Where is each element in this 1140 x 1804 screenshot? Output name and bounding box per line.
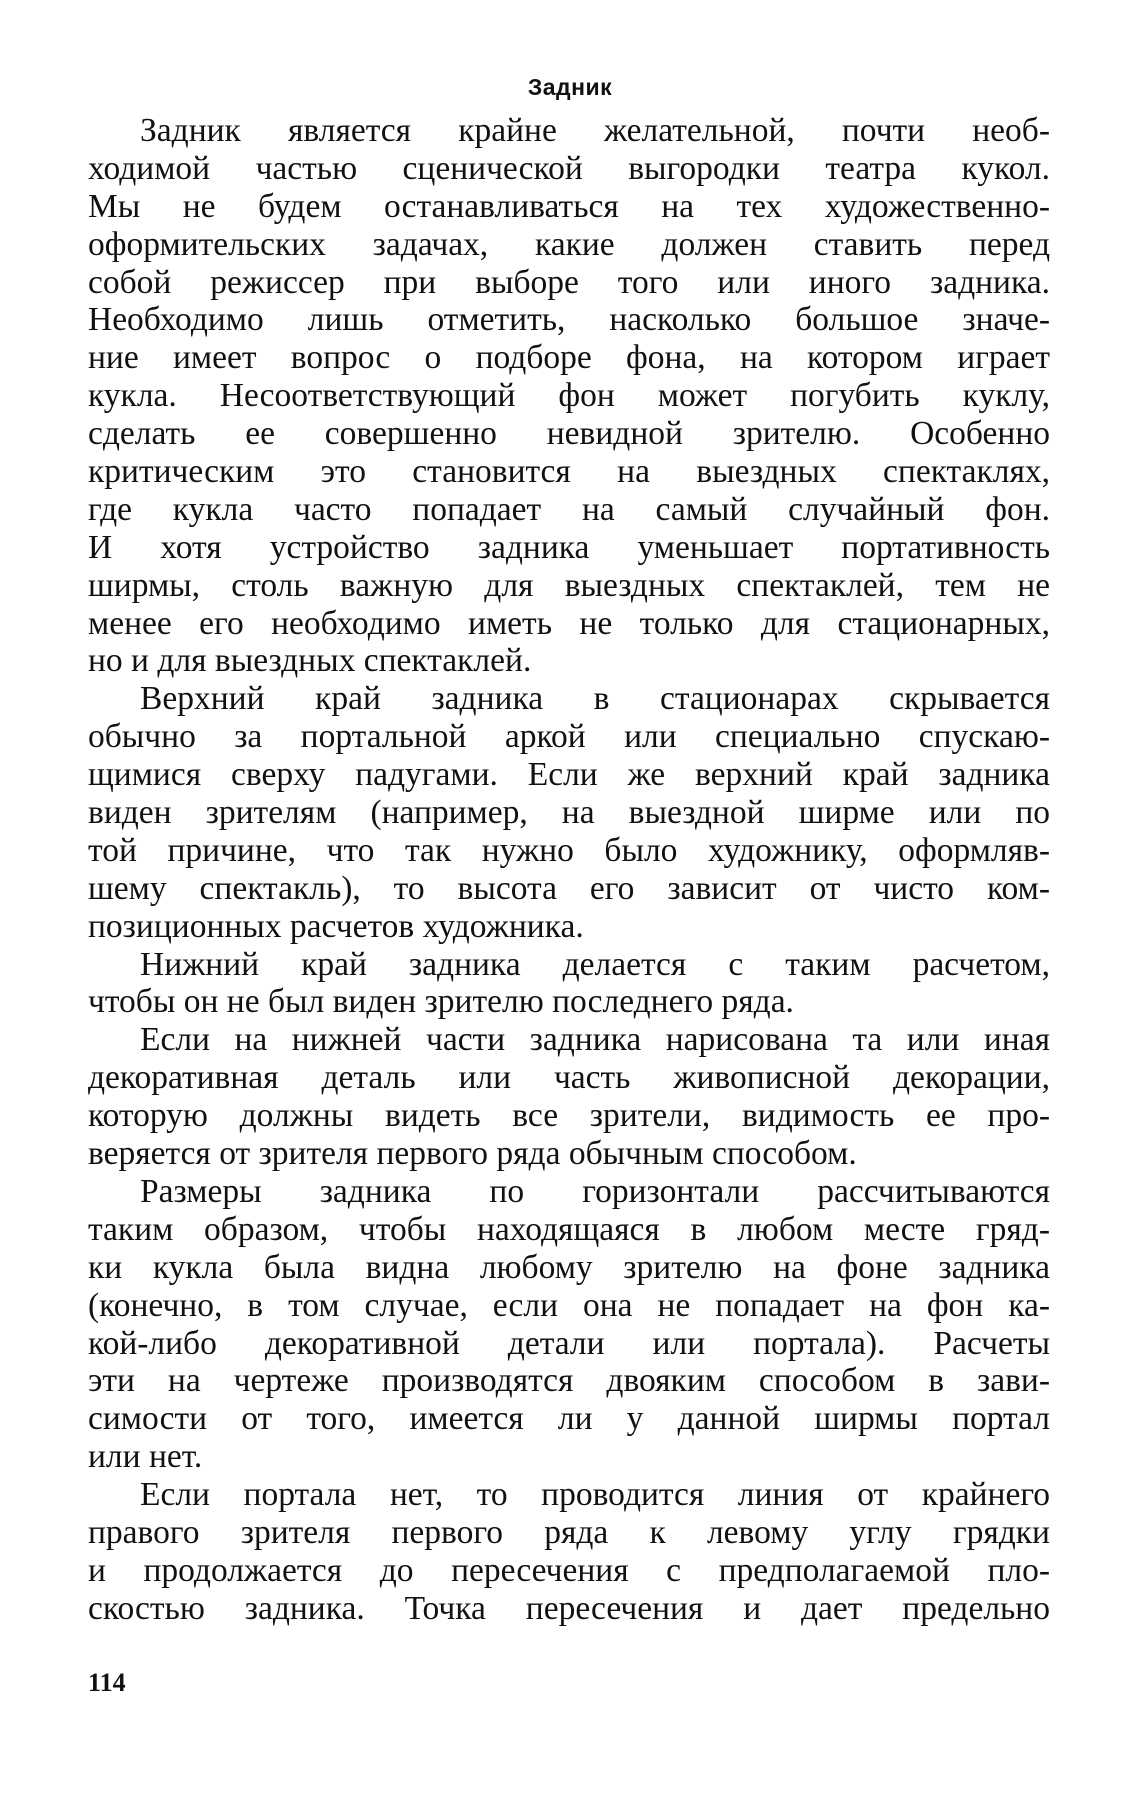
text-line: но и для выездных спектаклей. xyxy=(88,642,532,680)
paragraph xyxy=(88,680,1050,945)
text-line: И хотя устройство задника уменьшает портативность xyxy=(88,528,1050,566)
text-line: и продолжается до пересечения с предполагаемой пло- xyxy=(88,1551,1050,1589)
text-line: Размеры задника по горизонтали рассчитываются xyxy=(140,1172,1050,1210)
paragraph xyxy=(88,946,1050,1022)
section-heading: Задник xyxy=(527,74,613,100)
text-line: щимися сверху падугами. Если же верхний край задника xyxy=(88,756,1050,794)
text-line: таким образом, чтобы находящаяся в любом месте гряд- xyxy=(88,1210,1050,1248)
text-line: Нижний край задника делается с таким расчетом, xyxy=(140,945,1050,983)
text-line: обычно за портальной аркой или специально спускаю- xyxy=(88,718,1050,756)
text-line: шему спектакль), то высота его зависит от чисто ком- xyxy=(88,869,1050,907)
text-line: Необходимо лишь отметить, насколько большое значе- xyxy=(88,301,1050,339)
text-line: или нет. xyxy=(88,1438,203,1476)
text-line: (конечно, в том случае, если она не попадает на фон ка- xyxy=(88,1286,1050,1324)
text-line: той причине, что так нужно было художнику, оформляв- xyxy=(88,831,1050,869)
body-text xyxy=(88,112,1050,1628)
text-line: оформительских задачах, какие должен ставить перед xyxy=(88,225,1050,263)
paragraph xyxy=(88,1021,1050,1173)
text-line: ходимой частью сценической выгородки театра кукол. xyxy=(88,149,1050,187)
text-line: кукла. Несоответствующий фон может погубить куклу, xyxy=(88,377,1050,415)
text-line: чтобы он не был виден зрителю последнего ряда. xyxy=(88,983,794,1021)
text-line: Верхний край задника в стационарах скрывается xyxy=(140,680,1050,718)
page-number: 114 xyxy=(88,1668,126,1697)
text-line: ширмы, столь важную для выездных спектаклей, тем не xyxy=(88,566,1050,604)
text-line: веряется от зрителя первого ряда обычным способом. xyxy=(88,1135,857,1173)
text-line: Мы не будем останавливаться на тех художественно- xyxy=(88,187,1050,225)
text-line: где кукла часто попадает на самый случайный фон. xyxy=(88,490,1050,528)
paragraph xyxy=(88,1173,1050,1476)
text-line: ние имеет вопрос о подборе фона, на котором играет xyxy=(88,339,1050,377)
text-line: эти на чертеже производятся двояким способом в зави- xyxy=(88,1362,1050,1400)
text-line: менее его необходимо иметь не только для стационарных, xyxy=(88,604,1050,642)
text-line: декоративная деталь или часть живописной декорации, xyxy=(88,1059,1050,1097)
text-line: ки кукла была видна любому зрителю на фоне задника xyxy=(88,1248,1050,1286)
text-line: Задник является крайне желательной, почти необ- xyxy=(140,112,1050,149)
text-line: виден зрителям (например, на выездной ширме или по xyxy=(88,794,1050,832)
text-line: симости от того, имеется ли у данной ширмы портал xyxy=(88,1400,1050,1438)
text-line: скостью задника. Точка пересечения и дает предельно xyxy=(88,1589,1050,1627)
paragraph xyxy=(88,1476,1050,1628)
paragraph xyxy=(88,112,1050,680)
text-line: Если портала нет, то проводится линия от крайнего xyxy=(140,1476,1050,1514)
text-line: Если на нижней части задника нарисована та или иная xyxy=(140,1021,1050,1059)
text-line: критическим это становится на выездных спектаклях, xyxy=(88,453,1050,491)
text-line: правого зрителя первого ряда к левому углу грядки xyxy=(88,1513,1050,1551)
text-line: которую должны видеть все зрители, видимость ее про- xyxy=(88,1097,1050,1135)
text-line: позиционных расчетов художника. xyxy=(88,907,584,945)
text-line: сделать ее совершенно невидной зрителю. Особенно xyxy=(88,415,1050,453)
text-line: собой режиссер при выборе того или иного задника. xyxy=(88,263,1050,301)
text-line: кой-либо декоративной детали или портала). Расчеты xyxy=(88,1324,1050,1362)
